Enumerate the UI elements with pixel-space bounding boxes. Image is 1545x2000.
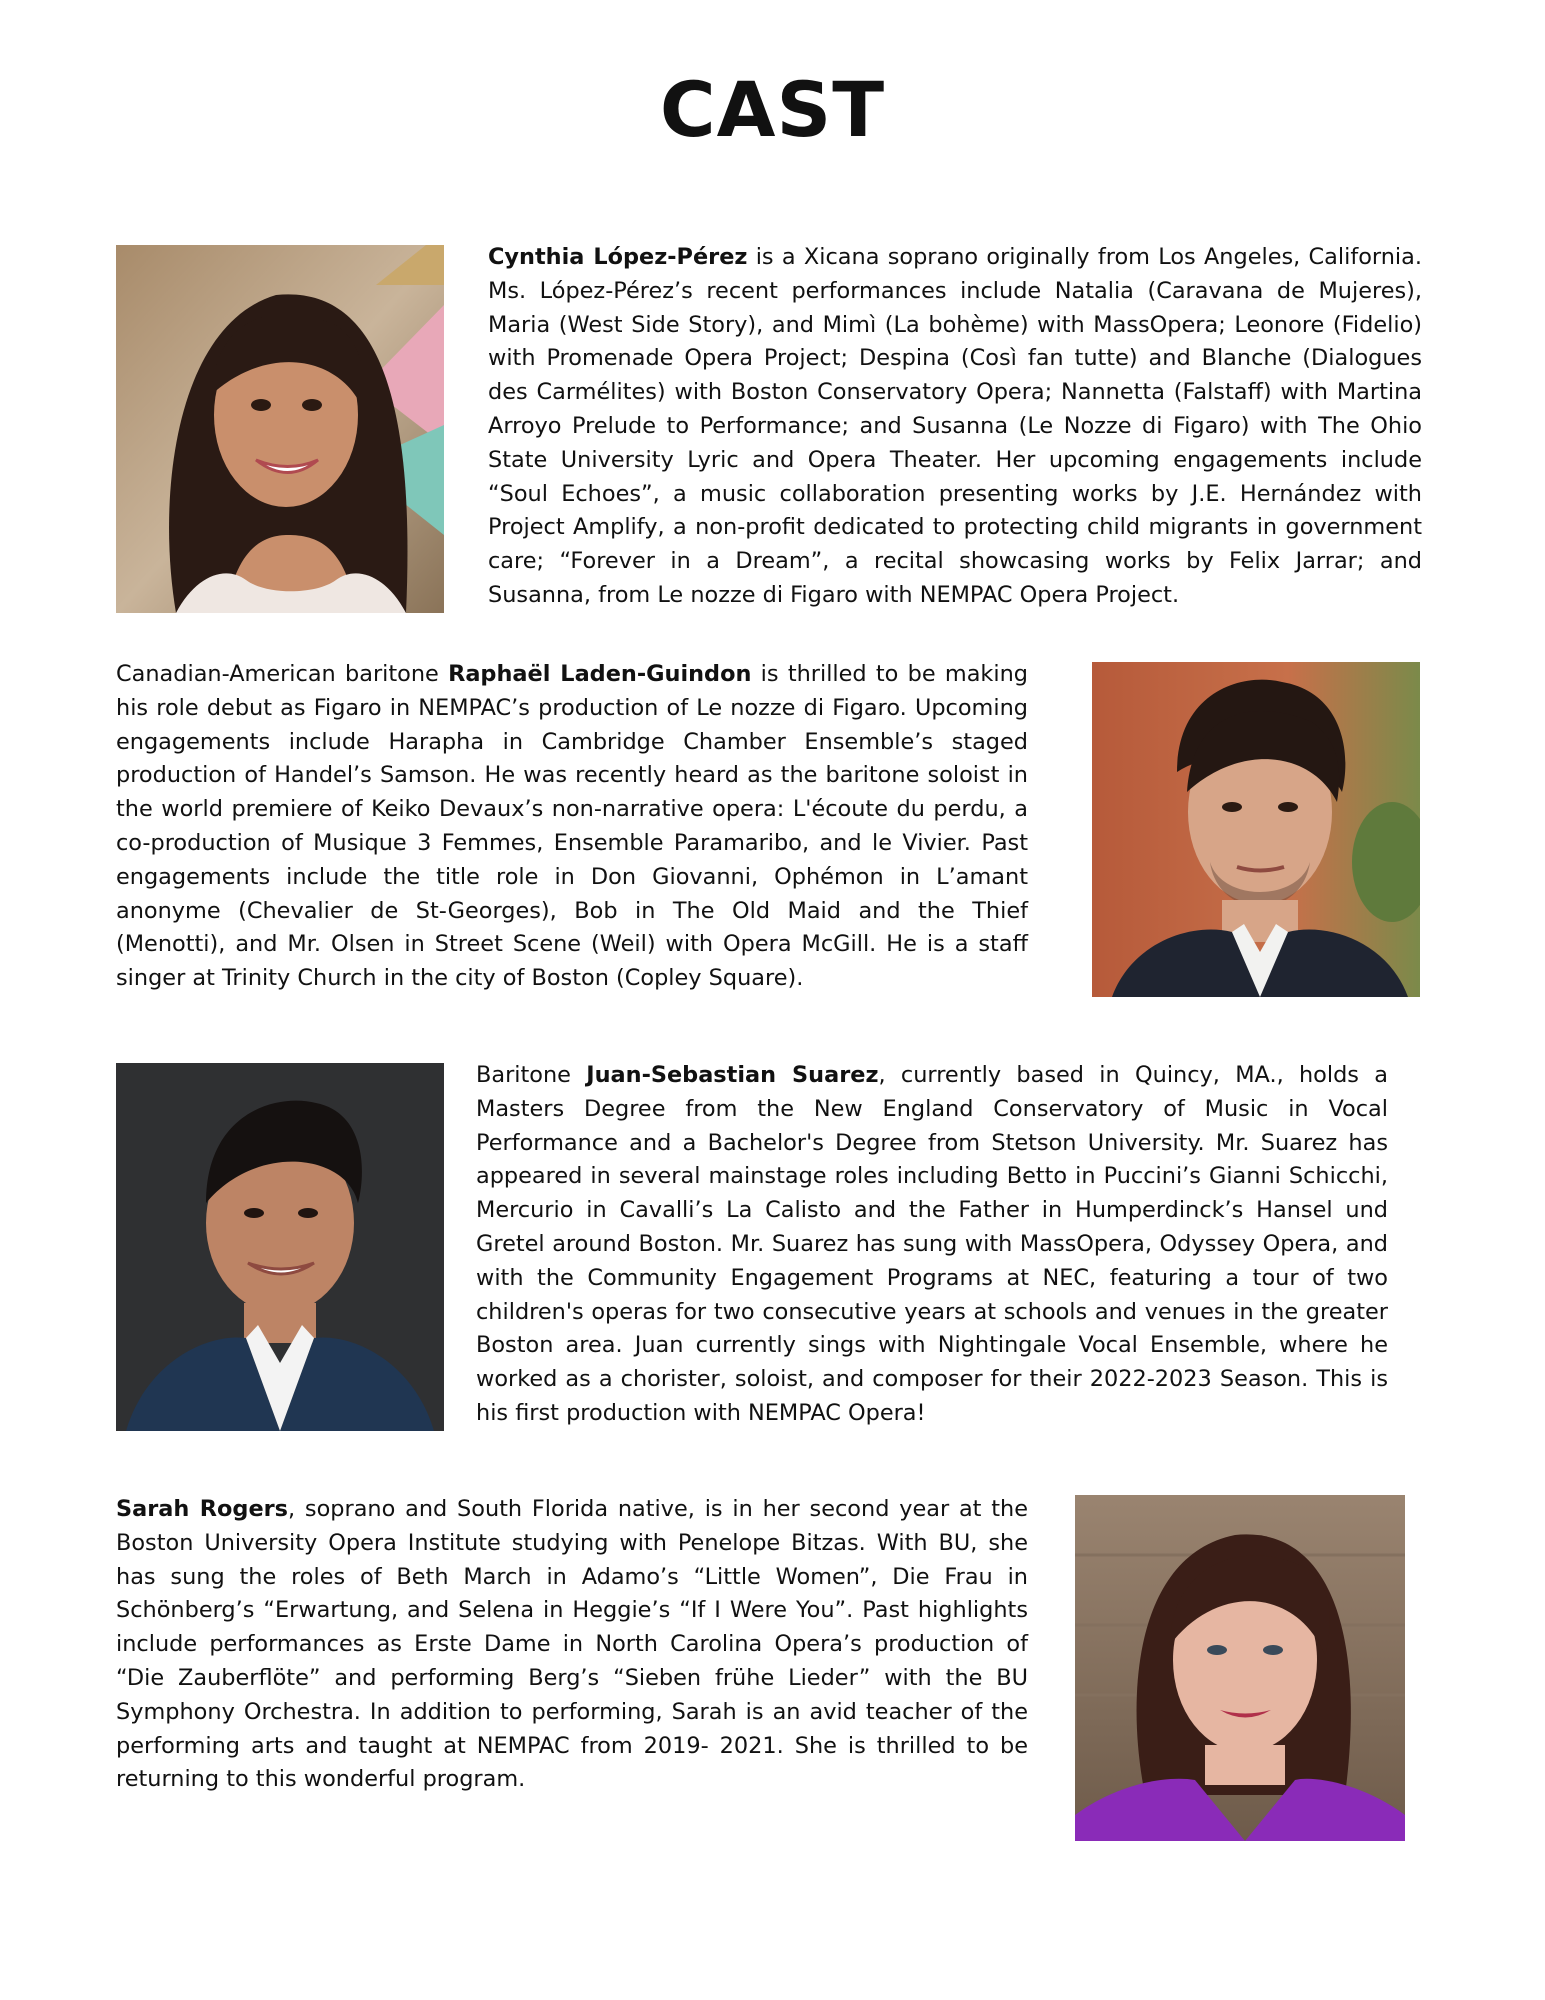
bio-prefix: Baritone	[476, 1062, 587, 1088]
bio-prefix: Canadian-American baritone	[116, 661, 449, 687]
bio-sarah-rogers	[116, 1493, 1028, 1797]
bio-juan-sebastian-suarez	[476, 1059, 1388, 1431]
bio-text: is thrilled to be making his role debut as Figaro in NEMPAC’s production of Le nozze di Figaro. Upcoming engagements include Harapha in Cambridge Chamber Ensemble’s staged production of Handel’s Samson. He was recently heard as the baritone soloist in the world premiere of Keiko Devaux’s non-narrative opera: L'écoute du perdu, a co-production of Musique 3 Femmes, Ensemble Paramaribo, and le Vivier. Past engagements include the title role in Don Giovanni, Ophémon in L’amant anonyme (Chevalier de St-Georges), Bob in The Old Maid and the Thief (Menotti), and Mr. Olsen in Street Scene (Weil) with Opera McGill. He is a staff singer at Trinity Church in the city of Boston (Copley Square).	[116, 661, 1029, 992]
headshot-juan-sebastian-suarez	[116, 1063, 444, 1431]
headshot-sarah-rogers	[1075, 1495, 1405, 1841]
page-title: CAST	[659, 65, 886, 154]
cast-name: Sarah Rogers	[116, 1496, 289, 1522]
bio-text: is a Xicana soprano originally from Los Angeles, California. Ms. López-Pérez’s recent performances include Natalia (Caravana de Mujeres), Maria (West Side Story), and Mimì (La bohème) with MassOpera; Leonore (Fidelio) with Promenade Opera Project; Despina (Così fan tutte) and Blanche (Dialogues des Carmélites) with Boston Conservatory Opera; Nannetta (Falstaff) with Martina Arroyo Prelude to Performance; and Susanna (Le Nozze di Figaro) with The Ohio State University Lyric and Opera Theater. Her upcoming engagements include “Soul Echoes”, a music collaboration presenting works by J.E. Hernández with Project Amplify, a non-profit dedicated to protecting child migrants in government care; “Forever in a Dream”, a recital showcasing works by Felix Jarrar; and Susanna, from Le nozze di Figaro with NEMPAC Opera Project.	[488, 244, 1422, 608]
headshot-cynthia-lopez-perez	[116, 245, 444, 613]
cast-name: Cynthia López-Pérez	[488, 244, 748, 270]
bio-text: , currently based in Quincy, MA., holds a Masters Degree from the New England Conservatory of Music in Vocal Performance and a Bachelor's Degree from Stetson University. Mr. Suarez has appeared in several mainstage roles including Betto in Puccini’s Gianni Schicchi, Mercurio in Cavalli’s La Calisto and the Father in Humperdinck’s Hansel und Gretel around Boston. Mr. Suarez has sung with MassOpera, Odyssey Opera, and with the Community Engagement Programs at NEC, featuring a tour of two children's operas for two consecutive years at schools and venues in the greater Boston area. Juan currently sings with Nightingale Vocal Ensemble, where he worked as a chorister, soloist, and composer for their 2022-2023 Season. This is his first production with NEMPAC Opera!	[476, 1062, 1388, 1426]
bio-cynthia-lopez-perez	[488, 241, 1422, 613]
bio-raphael-laden-guindon	[116, 658, 1028, 996]
headshot-raphael-laden-guindon	[1092, 662, 1420, 997]
cast-name: Raphaël Laden-Guindon	[448, 661, 752, 687]
bio-text: , soprano and South Florida native, is in her second year at the Boston University Opera Institute studying with Penelope Bitzas. With BU, she has sung the roles of Beth March in Adamo’s “Little Women”, Die Frau in Schönberg’s “Erwartung, and Selena in Heggie’s “If I Were You”. Past highlights include performances as Erste Dame in North Carolina Opera’s production of “Die Zauberflöte” and performing Berg’s “Sieben frühe Lieder” with the BU Symphony Orchestra. In addition to performing, Sarah is an avid teacher of the performing arts and taught at NEMPAC from 2019- 2021. She is thrilled to be returning to this wonderful program.	[116, 1496, 1028, 1793]
cast-name: Juan-Sebastian Suarez	[586, 1062, 879, 1088]
